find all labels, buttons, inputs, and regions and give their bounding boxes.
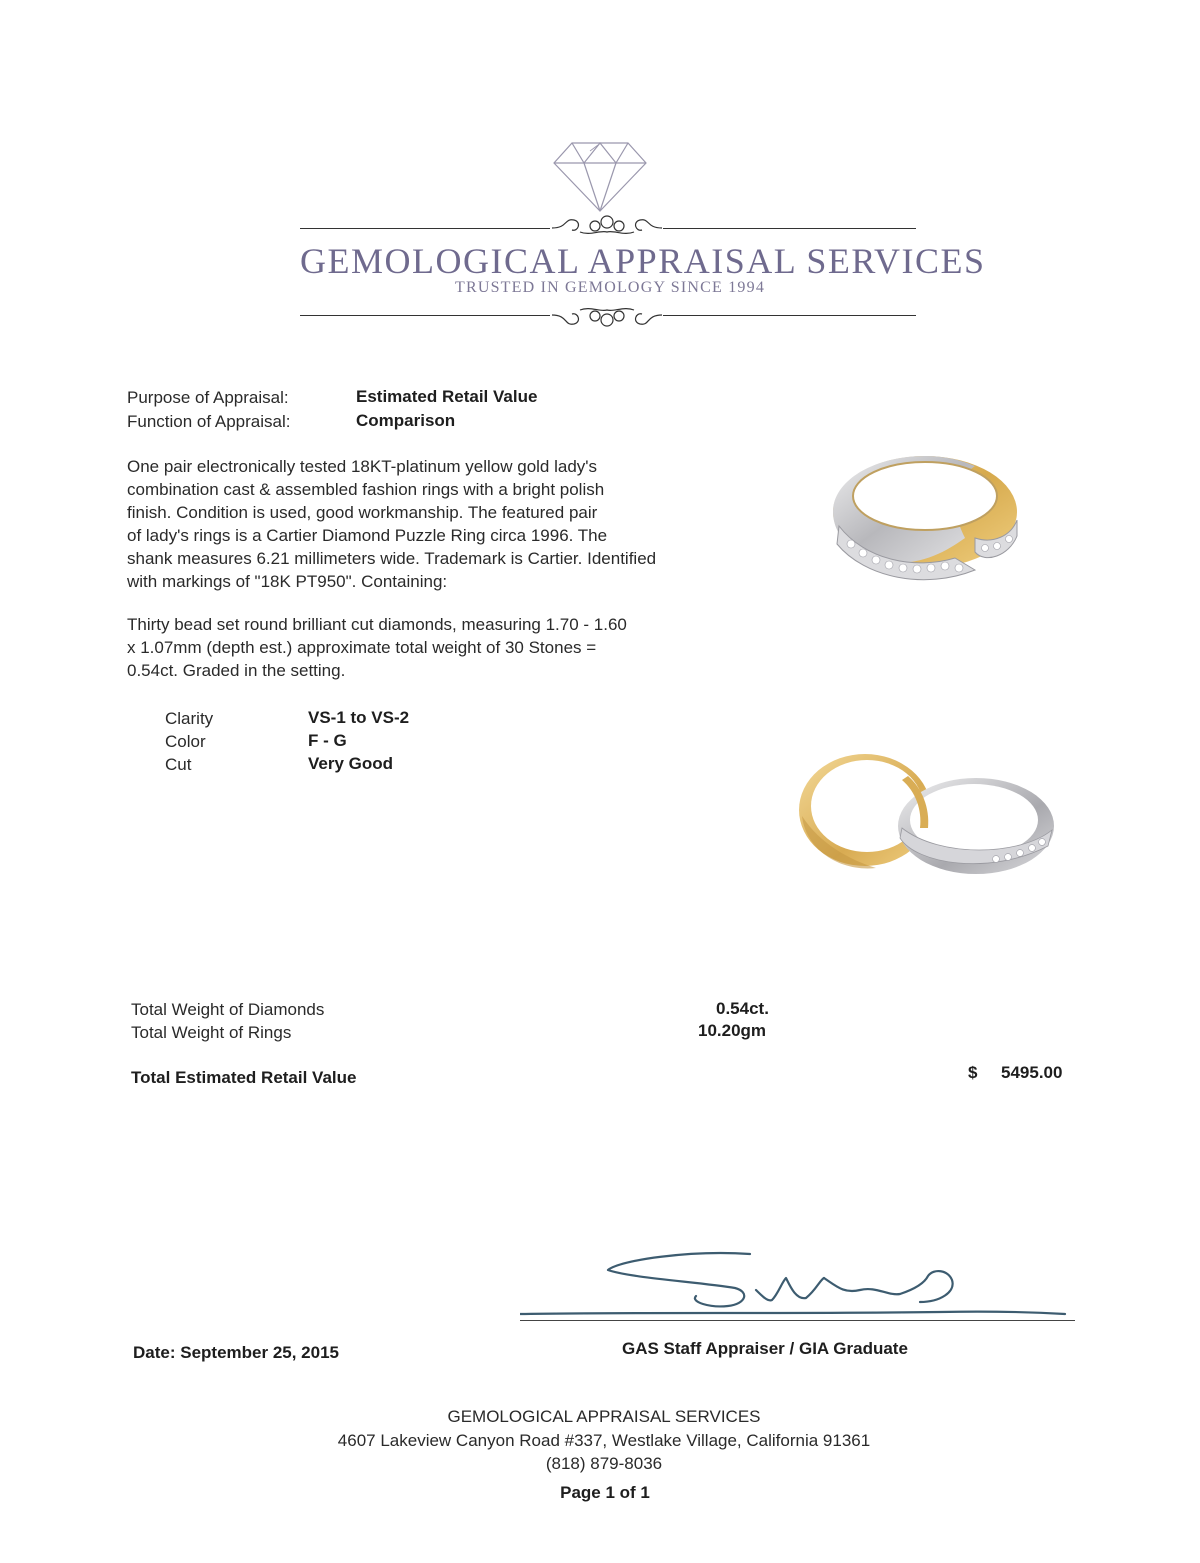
description-line: shank measures 6.21 millimeters wide. Trademark is Cartier. Identified (127, 549, 657, 568)
ring-weight-value: 10.20gm (698, 1021, 767, 1040)
function-label: Function of Appraisal: (127, 412, 291, 431)
grade-label-clarity: Clarity (165, 709, 214, 728)
header-rule (663, 228, 916, 229)
function-value: Comparison (356, 411, 456, 430)
appraisal-date: Date: September 25, 2015 (133, 1343, 339, 1362)
diamond-weight-value: 0.54ct. (716, 999, 769, 1018)
diamond-logo-icon (550, 135, 650, 215)
retail-value: 5495.00 (1001, 1063, 1063, 1082)
footer-address: 4607 Lakeview Canyon Road #337, Westlake Village, California 91361 (337, 1431, 871, 1450)
description-line: finish. Condition is used, good workmanship. The featured pair (127, 503, 598, 522)
description-line: One pair electronically tested 18KT-platinum yellow gold lady's (127, 457, 598, 476)
ring-photo-separated (790, 748, 1065, 883)
purpose-value: Estimated Retail Value (356, 387, 538, 406)
signature-line (520, 1320, 1075, 1321)
description-line: with markings of "18K PT950". Containing: (127, 572, 448, 591)
footer-phone: (818) 879-8036 (545, 1454, 663, 1473)
page-number: Page 1 of 1 (560, 1483, 650, 1502)
currency-symbol: $ (968, 1063, 978, 1082)
description-line: of lady's rings is a Cartier Diamond Puzzle Ring circa 1996. The (127, 526, 608, 545)
diamond-weight-label: Total Weight of Diamonds (131, 1000, 325, 1019)
footer-company: GEMOLOGICAL APPRAISAL SERVICES (447, 1407, 761, 1426)
retail-value-label: Total Estimated Retail Value (131, 1068, 357, 1087)
grade-value-clarity: VS-1 to VS-2 (308, 708, 410, 727)
appraiser-title: GAS Staff Appraiser / GIA Graduate (622, 1339, 908, 1358)
stones-line: x 1.07mm (depth est.) approximate total weight of 30 Stones = (127, 638, 597, 657)
stones-description (127, 613, 727, 682)
header-rule (300, 228, 550, 229)
company-title: GEMOLOGICAL APPRAISAL SERVICES (300, 241, 986, 281)
signature-icon (520, 1240, 1080, 1330)
ornament-icon (550, 300, 664, 332)
header-rule (300, 315, 550, 316)
grade-label-cut: Cut (165, 755, 192, 774)
grade-value-cut: Very Good (308, 754, 394, 773)
ring-photo-combined (825, 440, 1025, 602)
ornament-icon (550, 212, 664, 242)
grade-label-color: Color (165, 732, 206, 751)
header-rule (663, 315, 916, 316)
company-tagline: TRUSTED IN GEMOLOGY SINCE 1994 (454, 279, 766, 296)
stones-line: 0.54ct. Graded in the setting. (127, 661, 346, 680)
stones-line: Thirty bead set round brilliant cut diamonds, measuring 1.70 - 1.60 (127, 615, 627, 634)
ring-weight-label: Total Weight of Rings (131, 1023, 292, 1042)
item-description (127, 455, 757, 593)
purpose-label: Purpose of Appraisal: (127, 388, 289, 407)
description-line: combination cast & assembled fashion rings with a bright polish (127, 480, 605, 499)
grade-value-color: F - G (308, 731, 347, 750)
